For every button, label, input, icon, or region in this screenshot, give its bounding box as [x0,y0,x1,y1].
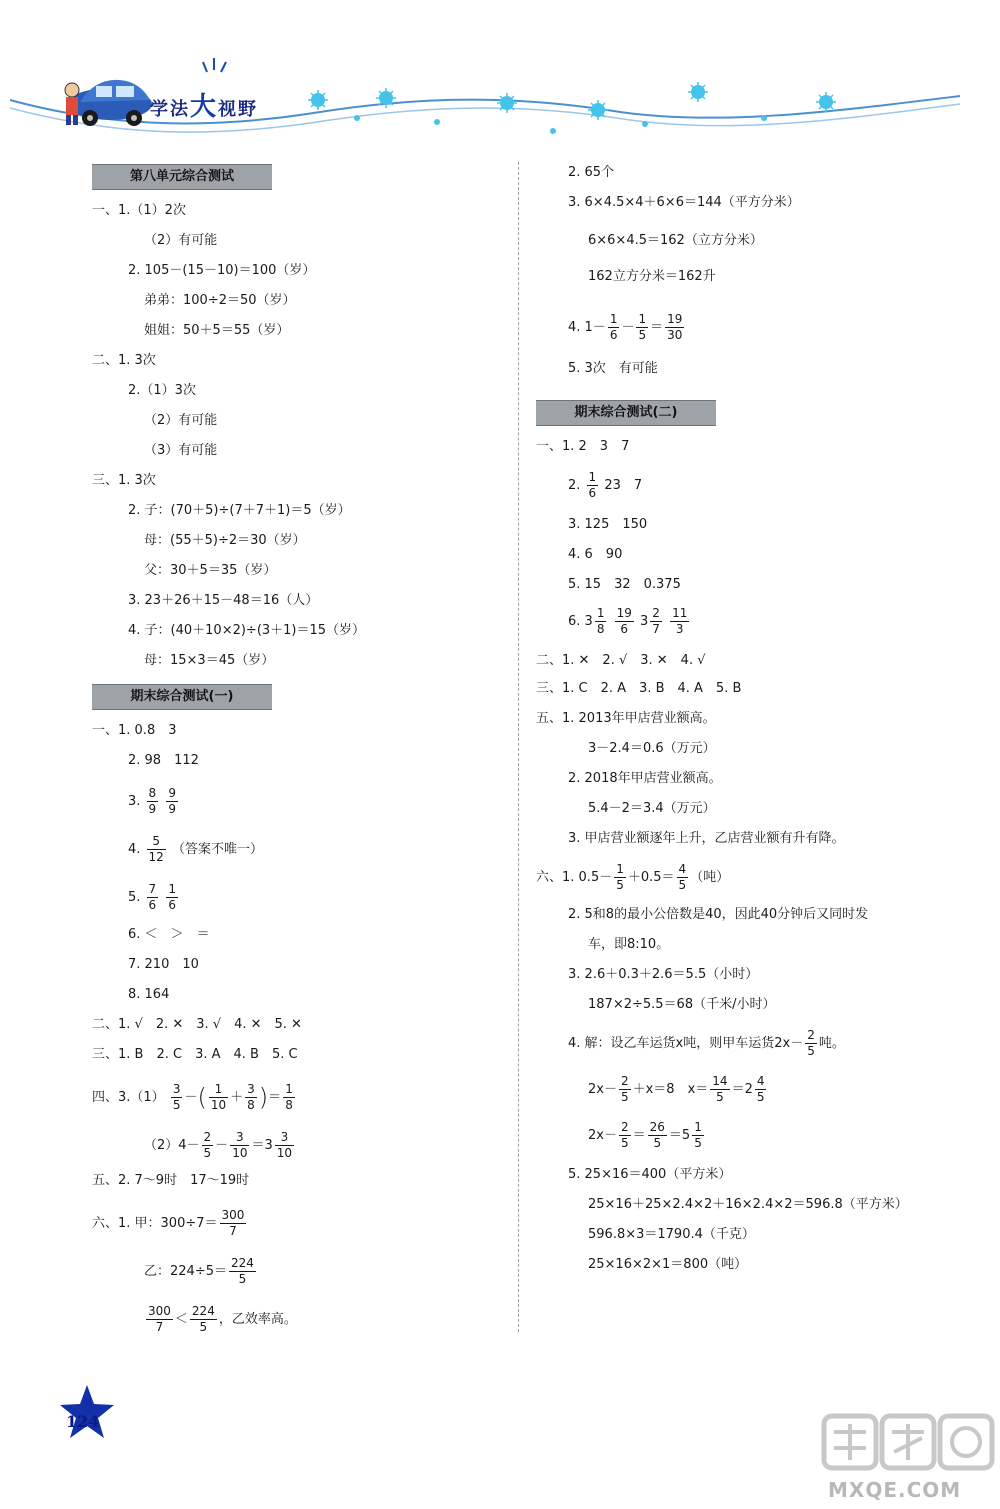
answer-line: 3. 23＋26＋15－48＝16（人） [128,593,319,608]
fraction: $\frac{19}{30}$ [667,312,683,342]
section-heading: 期末综合测试(一) [92,684,272,710]
answer-text: 2x－ [588,1082,617,1097]
answer-line: 三、1. 3次 [92,473,156,488]
fraction: $\frac{2}{5}$ [620,1120,629,1150]
answer-text: 吨。 [818,1036,845,1051]
answer-line: 3. 2.6＋0.3＋2.6＝5.5（小时） [568,967,759,982]
answer-line: 3. 甲店营业额逐年上升，乙店营业额有升有降。 [568,831,845,846]
answer-line [128,882,180,913]
item-number: 2. [568,478,581,493]
answer-line: $\frac{300}{7}$ ＜ $\frac{224}{5}$ ，乙效率高。 [148,1304,297,1334]
fraction: $\frac{1}{8}$ [285,1082,293,1112]
answer-line: 5. 25×16＝400（平方米） [568,1167,732,1182]
item-number: 四、3.（1） [92,1090,165,1105]
answer-line: （2）有可能 [144,233,218,248]
answer-line [128,786,180,817]
fraction: $\frac{1}{8}$ [596,606,605,636]
fraction: $\frac{8}{9}$ [148,786,157,816]
watermark-text: MXQE.COM [828,1478,962,1502]
brand-big: 大 [190,92,219,122]
answer-line: 5.4－2＝3.4（万元） [588,801,716,816]
item-number: 3. [128,794,141,809]
answer-line: （2）4－ $\frac{2}{5}$ － $\frac{3}{10}$ ＝3 $\frac{3}{10}$ [144,1130,293,1160]
answer-line: 4. 1－ $\frac{1}{6}$ － $\frac{1}{5}$ ＝ $\frac{19}{30}$ [568,312,683,342]
answer-line: 2. 2018年甲店营业额高。 [568,771,722,786]
spark-lines-icon [203,58,226,72]
fraction: $\frac{7}{6}$ [148,882,157,912]
column-divider [518,162,519,1332]
answer-line: 2. 98 112 [128,753,199,768]
answer-text: 4. 解：设乙车运货x吨，则甲车运货2x－ [568,1036,804,1051]
answer-line: 四、3.（1） $\frac{3}{5}$ －( $\frac{1}{10}$ ＋ $\frac{3}{8}$ )＝ $\frac{1}{8}$ [92,1082,293,1112]
fraction: $\frac{4}{5}$ [678,862,687,892]
fraction: $\frac{1}{5}$ [616,862,624,892]
answer-line: （3）有可能 [144,443,218,458]
brand-title [150,86,258,123]
answer-line: 162立方分米＝162升 [588,269,716,284]
answer-line: 二、1. √ 2. ✕ 3. √ 4. ✕ 5. ✕ [92,1017,302,1032]
answer-line: 二、1. 3次 [92,353,156,368]
answer-line [92,1208,248,1239]
fraction: $\frac{3}{8}$ [247,1082,255,1112]
item-number: 六、1. 0.5－ [536,870,613,885]
item-number: 六、1. 甲：300÷7＝ [92,1216,218,1231]
answer-line: 6. ＜ ＞ ＝ [128,927,210,942]
fraction: $\frac{3}{10}$ [276,1130,293,1160]
answer-line: 8. 164 [128,987,170,1002]
answer-line: 2. 65个 [568,165,615,180]
answer-line: 弟弟：100÷2＝50（岁） [144,293,296,308]
fraction: $\frac{224}{5}$ [230,1256,254,1286]
answer-line: 五、1. 2013年甲店营业额高。 [536,711,716,726]
answer-line: 母：15×3＝45（岁） [144,653,275,668]
answer-line: 一、1.（1）2次 [92,203,186,218]
fraction: $\frac{2}{7}$ [652,606,660,636]
fraction: $\frac{300}{7}$ [221,1208,245,1238]
answer-line: 7. 210 10 [128,957,199,972]
fraction: $\frac{4}{5}$ [756,1074,765,1104]
answer-line [568,470,642,501]
answer-text: 2x－ [588,1128,617,1143]
answer-line: 2x－ $\frac{2}{5}$ ＝ $\frac{26}{5}$ ＝5 $\frac{1}{5}$ [588,1120,702,1150]
answer-text: （吨） [690,870,730,885]
answer-line: （2）有可能 [144,413,218,428]
fraction: $\frac{1}{6}$ [588,470,597,500]
item-number: （2）4－ [144,1138,200,1153]
header-decoration [0,0,1000,150]
fraction: $\frac{1}{10}$ [210,1082,227,1112]
answer-line: 父：30＋5＝35（岁） [144,563,277,578]
page-number: 124 [66,1412,100,1431]
answer-line: 一、1. 2 3 7 [536,439,630,454]
fraction: $\frac{19}{6}$ [616,606,632,636]
fraction: $\frac{1}{5}$ [638,312,647,342]
answer-line: 2.（1）3次 [128,383,196,398]
fraction: $\frac{1}{6}$ [168,882,176,912]
answer-text: 23 7 [604,478,643,493]
answer-line: 6×6×4.5＝162（立方分米） [588,233,763,248]
answer-text: ＋0.5＝ [627,870,675,885]
answer-line: 3－2.4＝0.6（万元） [588,741,716,756]
answer-line: 596.8×3＝1790.4（千克） [588,1227,755,1242]
answer-line: 母：(55＋5)÷2＝30（岁） [144,533,306,548]
fraction: $\frac{3}{5}$ [172,1082,181,1112]
brand-part: 视野 [218,99,259,120]
fraction: $\frac{224}{5}$ [191,1304,215,1334]
section-heading: 第八单元综合测试 [92,164,272,190]
answer-line: 5. 15 32 0.375 [568,577,681,592]
answer-line: 车，即8:10。 [588,937,670,952]
fraction: $\frac{2}{5}$ [807,1028,815,1058]
page-header [0,0,1000,150]
answer-line: 2x－ $\frac{2}{5}$ ＋x＝8 x＝ $\frac{14}{5}$ ＝2 $\frac{4}{5}$ [588,1074,765,1104]
fraction: $\frac{3}{10}$ [232,1130,248,1160]
answer-line: 25×16×2×1＝800（吨） [588,1257,748,1272]
answer-line: 25×16＋25×2.4×2＋16×2.4×2＝596.8（平方米） [588,1197,908,1212]
snowflake-icon [311,85,833,134]
fraction: $\frac{2}{5}$ [203,1130,212,1160]
kid-icon [65,83,79,125]
item-number: 4. 1－ [568,320,606,335]
answer-line: 三、1. C 2. A 3. B 4. A 5. B [536,681,742,696]
car-icon [68,80,152,126]
fraction: $\frac{26}{5}$ [649,1120,665,1150]
answer-line: 4. 子：(40＋10×2)÷(3＋1)＝15（岁） [128,623,366,638]
answer-line [568,1028,845,1059]
answer-line: 3. 6×4.5×4＋6×6＝144（平方分米） [568,195,800,210]
answer-line: 一、1. 0.8 3 [92,723,177,738]
answer-text: ，乙效率高。 [218,1312,297,1327]
answer-line: 三、1. B 2. C 3. A 4. B 5. C [92,1047,298,1062]
answer-line: 姐姐：50＋5＝55（岁） [144,323,290,338]
fraction: $\frac{1}{5}$ [694,1120,702,1150]
answer-line: 2. 5和8的最小公倍数是40，因此40分钟后又同时发 [568,907,869,922]
fraction: $\frac{11}{3}$ [672,606,688,636]
answer-line [128,834,263,865]
fraction: $\frac{2}{5}$ [620,1074,629,1104]
item-number: 4. [128,842,141,857]
answer-line: 3. 125 150 [568,517,648,532]
answer-line: 2. 子：(70＋5)÷(7＋7＋1)＝5（岁） [128,503,351,518]
item-number: 5. [128,890,141,905]
answer-line: 6. 3 $\frac{1}{8}$ $\frac{19}{6}$ 3 $\frac{2}{7}$ $\frac{11}{3}$ [568,606,688,636]
answer-note: （答案不唯一） [171,842,263,857]
fraction: $\frac{14}{5}$ [712,1074,728,1104]
fraction: $\frac{300}{7}$ [148,1304,171,1334]
fraction: $\frac{5}{12}$ [148,834,164,864]
answer-line: 4. 6 90 [568,547,623,562]
brand-part: 学法 [150,99,190,120]
answer-line: 2. 105－(15－10)＝100（岁） [128,263,316,278]
answer-line: 187×2÷5.5＝68（千米/小时） [588,997,776,1012]
answer-text: ＋x＝8 x＝ [632,1082,709,1097]
answer-line: 五、2. 7～9时 17～19时 [92,1173,250,1188]
fraction: $\frac{9}{9}$ [168,786,176,816]
item-number: 6. [568,614,581,629]
answer-line [144,1256,258,1287]
item-number: 乙：224÷5＝ [144,1264,227,1279]
fraction: $\frac{1}{6}$ [609,312,618,342]
section-heading: 期末综合测试(二) [536,400,716,426]
answer-line: 5. 3次 有可能 [568,361,658,376]
answer-line [536,862,729,893]
answer-line: 二、1. ✕ 2. √ 3. ✕ 4. √ [536,653,706,668]
